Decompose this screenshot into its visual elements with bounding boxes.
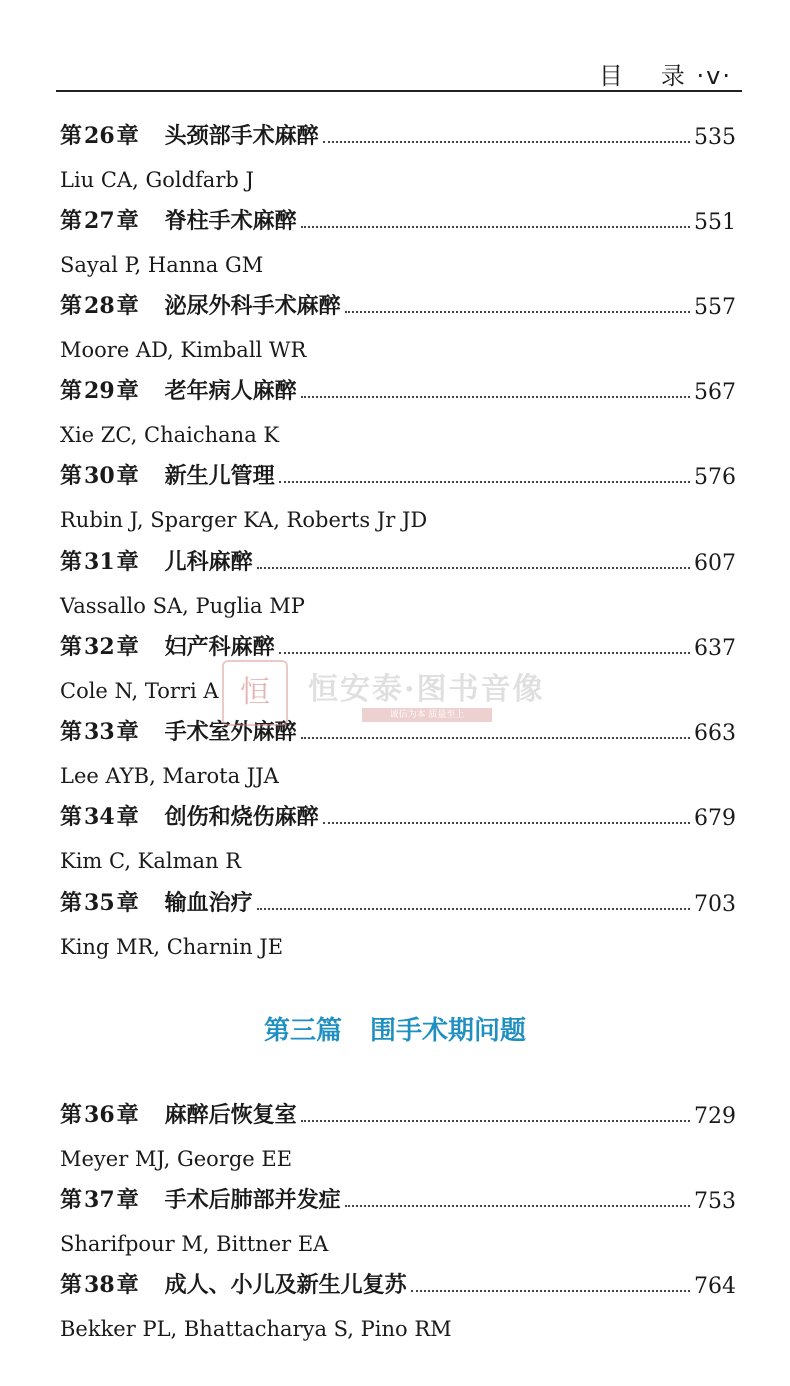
toc-entry-line <box>60 373 736 405</box>
toc-entry <box>60 799 736 873</box>
chapter-title: 妇产科麻醉 <box>164 635 275 660</box>
dot-leader <box>411 1289 690 1292</box>
chapter-prefix: 第 <box>60 464 83 489</box>
chapter-number: 33 <box>84 719 115 745</box>
chapter-number: 32 <box>84 634 115 660</box>
chapter-authors: Liu CA, Goldfarb J <box>60 168 254 192</box>
chapter-authors: Lee AYB, Marota JJA <box>60 764 279 788</box>
chapter-authors: King MR, Charnin JE <box>60 935 284 959</box>
chapter-suffix: 章 <box>116 294 139 319</box>
chapter-suffix: 章 <box>116 379 139 404</box>
chapter-suffix: 章 <box>116 635 139 660</box>
chapter-suffix: 章 <box>116 891 139 916</box>
chapter-authors: Kim C, Kalman R <box>60 849 242 873</box>
chapter-suffix: 章 <box>116 720 139 745</box>
chapter-prefix: 第 <box>60 294 83 319</box>
page-header <box>56 52 742 92</box>
dot-leader <box>323 140 690 143</box>
toc-entry-line <box>60 118 736 150</box>
chapter-authors: Moore AD, Kimball WR <box>60 338 307 362</box>
chapter-title: 输血治疗 <box>164 891 253 916</box>
toc-entry <box>60 373 736 447</box>
toc-entry <box>60 544 736 618</box>
page-number: 764 <box>694 1274 736 1299</box>
chapter-title: 手术后肺部并发症 <box>164 1188 341 1213</box>
chapter-label <box>60 374 139 405</box>
dot-leader <box>279 651 690 654</box>
page-number: 607 <box>694 551 736 576</box>
chapter-number: 31 <box>84 549 115 575</box>
watermark <box>222 660 572 726</box>
page-number: 576 <box>694 465 736 490</box>
chapter-number: 28 <box>84 293 115 319</box>
chapter-suffix: 章 <box>116 550 139 575</box>
chapter-number: 26 <box>84 123 115 149</box>
chapter-number: 35 <box>84 890 115 916</box>
page-number: 637 <box>694 636 736 661</box>
chapter-authors: Bekker PL, Bhattacharya S, Pino RM <box>60 1317 452 1341</box>
chapter-title: 泌尿外科手术麻醉 <box>164 294 341 319</box>
chapter-suffix: 章 <box>116 1273 139 1298</box>
toc-entry-line <box>60 1267 736 1299</box>
chapter-suffix: 章 <box>116 1103 139 1128</box>
chapter-number: 30 <box>84 463 115 489</box>
section-heading <box>0 1010 790 1047</box>
toc-entry-line <box>60 1097 736 1129</box>
chapter-title: 麻醉后恢复室 <box>164 1103 297 1128</box>
chapter-title: 成人、小儿及新生儿复苏 <box>164 1273 407 1298</box>
chapter-label <box>60 119 139 150</box>
dot-leader <box>345 310 690 313</box>
chapter-label <box>60 545 139 576</box>
chapter-label <box>60 289 139 320</box>
chapter-number: 34 <box>84 804 115 830</box>
chapter-prefix: 第 <box>60 720 83 745</box>
toc-entry <box>60 1267 736 1341</box>
chapter-prefix: 第 <box>60 209 83 234</box>
chapter-title: 儿科麻醉 <box>164 550 253 575</box>
chapter-prefix: 第 <box>60 550 83 575</box>
toc-entry <box>60 288 736 362</box>
chapter-label <box>60 715 139 746</box>
dot-leader <box>301 225 690 228</box>
chapter-suffix: 章 <box>116 1188 139 1213</box>
chapter-title: 创伤和烧伤麻醉 <box>164 805 319 830</box>
chapter-label <box>60 204 139 235</box>
chapter-label <box>60 1268 139 1299</box>
chapter-number: 27 <box>84 208 115 234</box>
chapter-prefix: 第 <box>60 805 83 830</box>
toc-char-2: 录 <box>660 62 687 90</box>
chapter-label <box>60 459 139 490</box>
toc-entry-line <box>60 544 736 576</box>
dot-leader <box>301 395 690 398</box>
dot-leader <box>257 566 690 569</box>
chapter-suffix: 章 <box>116 124 139 149</box>
chapter-prefix: 第 <box>60 379 83 404</box>
toc-entry-line <box>60 203 736 235</box>
chapter-suffix: 章 <box>116 209 139 234</box>
page-number: 535 <box>694 125 736 150</box>
page-number: 753 <box>694 1189 736 1214</box>
dot-leader <box>257 907 690 910</box>
page-number: 703 <box>694 892 736 917</box>
chapter-label <box>60 886 139 917</box>
toc-entry <box>60 885 736 959</box>
dot-leader <box>301 736 690 739</box>
dot-leader <box>323 821 690 824</box>
section-title: 围手术期问题 <box>370 1016 527 1046</box>
page-number: 729 <box>694 1104 736 1129</box>
chapter-authors: Sayal P, Hanna GM <box>60 253 264 277</box>
chapter-authors: Rubin J, Sparger KA, Roberts Jr JD <box>60 508 428 532</box>
chapter-number: 37 <box>84 1187 115 1213</box>
chapter-authors: Meyer MJ, George EE <box>60 1147 293 1171</box>
chapter-prefix: 第 <box>60 1188 83 1213</box>
chapter-number: 38 <box>84 1272 115 1298</box>
chapter-label <box>60 1183 139 1214</box>
toc-entry <box>60 118 736 192</box>
page-number: 567 <box>694 380 736 405</box>
chapter-authors: Sharifpour M, Bittner EA <box>60 1232 329 1256</box>
toc-entry-line <box>60 1182 736 1214</box>
toc-entry-line <box>60 629 736 661</box>
chapter-authors: Cole N, Torri A <box>60 679 219 703</box>
page-number: 557 <box>694 295 736 320</box>
chapter-number: 36 <box>84 1102 115 1128</box>
chapter-authors: Vassallo SA, Puglia MP <box>60 594 305 618</box>
page-number: 551 <box>694 210 736 235</box>
toc-entry <box>60 458 736 532</box>
chapter-prefix: 第 <box>60 1273 83 1298</box>
chapter-number: 29 <box>84 378 115 404</box>
watermark-name: 恒安泰·图书音像 <box>308 672 545 707</box>
watermark-seal: 恒 <box>222 660 288 726</box>
toc-entry <box>60 1097 736 1171</box>
page-number-roman: ·v· <box>696 62 732 90</box>
chapter-authors: Xie ZC, Chaichana K <box>60 423 280 447</box>
running-head <box>599 56 732 91</box>
chapter-label <box>60 800 139 831</box>
toc-entry <box>60 203 736 277</box>
toc-entry-line <box>60 799 736 831</box>
chapter-title: 脊柱手术麻醉 <box>164 209 297 234</box>
section-part: 第三篇 <box>263 1016 342 1046</box>
chapter-title: 头颈部手术麻醉 <box>164 124 319 149</box>
dot-leader <box>345 1204 690 1207</box>
dot-leader <box>279 480 690 483</box>
toc-char-1: 目 <box>598 62 625 90</box>
toc-entry <box>60 1182 736 1256</box>
toc-entry-line <box>60 458 736 490</box>
watermark-slogan: 诚信为本 质量至上 <box>362 708 492 722</box>
chapter-prefix: 第 <box>60 891 83 916</box>
page-number: 663 <box>694 721 736 746</box>
chapter-prefix: 第 <box>60 1103 83 1128</box>
chapter-prefix: 第 <box>60 635 83 660</box>
toc-entry-line <box>60 288 736 320</box>
chapter-title: 手术室外麻醉 <box>164 720 297 745</box>
dot-leader <box>301 1119 690 1122</box>
chapter-suffix: 章 <box>116 805 139 830</box>
chapter-label <box>60 1098 139 1129</box>
chapter-prefix: 第 <box>60 124 83 149</box>
chapter-label <box>60 630 139 661</box>
page-number: 679 <box>694 806 736 831</box>
chapter-title: 新生儿管理 <box>164 464 275 489</box>
chapter-title: 老年病人麻醉 <box>164 379 297 404</box>
chapter-suffix: 章 <box>116 464 139 489</box>
toc-entry-line <box>60 885 736 917</box>
